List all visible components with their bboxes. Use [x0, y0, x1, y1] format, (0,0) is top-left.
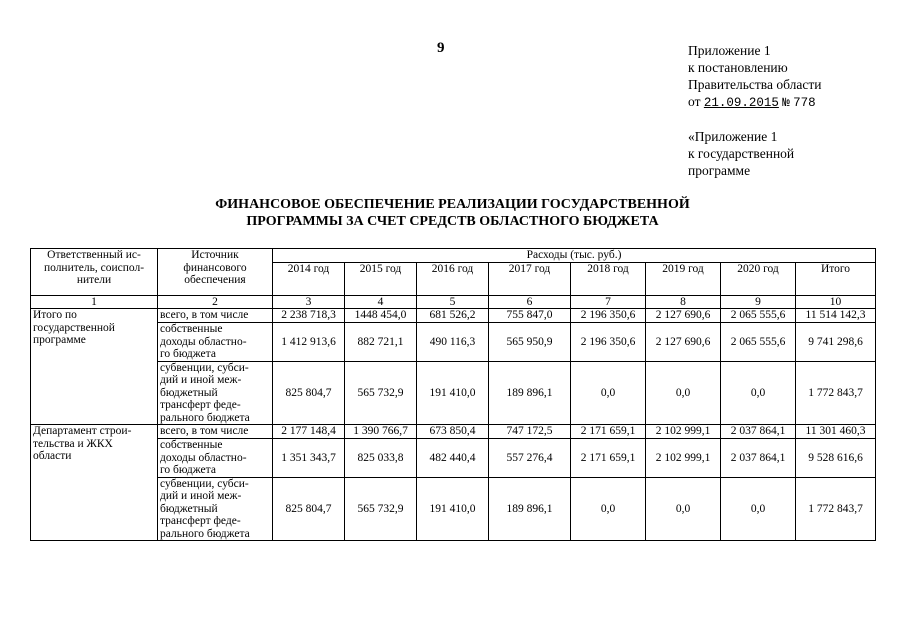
- document-title: [0, 196, 905, 230]
- column-index-row: [31, 295, 876, 309]
- column-index: 3: [273, 295, 345, 309]
- program-annex-line-3: программе: [688, 163, 751, 178]
- header-executor-line: нители: [76, 274, 112, 286]
- value-cell: 1 772 843,7: [796, 361, 876, 425]
- source-line: субвенции, субси-: [160, 361, 249, 374]
- source-line: го бюджета: [160, 464, 216, 476]
- decree-number: 778: [793, 96, 816, 110]
- value-cell: 2 196 350,6: [571, 309, 646, 323]
- value-cell: 825 033,8: [345, 439, 417, 478]
- table-row: [31, 425, 876, 439]
- table-row: [31, 361, 876, 425]
- value-cell: 2 037 864,1: [721, 439, 796, 478]
- table-row: [31, 309, 876, 323]
- source-cell: [158, 477, 273, 541]
- funding-table: [30, 248, 876, 541]
- value-cell: 2 171 659,1: [571, 439, 646, 478]
- value-cell: 11 301 460,3: [796, 425, 876, 439]
- value-cell: 9 528 616,6: [796, 439, 876, 478]
- table-row: [31, 477, 876, 541]
- header-source-line: обеспечения: [184, 274, 246, 286]
- value-cell: 557 276,4: [489, 439, 571, 478]
- source-line: рального бюджета: [160, 411, 250, 424]
- source-line: го бюджета: [160, 348, 216, 360]
- value-cell: 0,0: [571, 361, 646, 425]
- source-line: дий и иной меж-: [160, 374, 242, 386]
- header-year: 2014 год: [273, 262, 345, 295]
- header-year: 2016 год: [417, 262, 489, 295]
- value-cell: 1 412 913,6: [273, 323, 345, 362]
- source-line: дий и иной меж-: [160, 490, 242, 502]
- executor-line: Департамент строи-: [33, 425, 132, 437]
- header-expenses: Расходы (тыс. руб.): [273, 249, 876, 263]
- header-year: 2018 год: [571, 262, 646, 295]
- header-year: 2015 год: [345, 262, 417, 295]
- value-cell: 189 896,1: [489, 361, 571, 425]
- value-cell: 189 896,1: [489, 477, 571, 541]
- source-cell: [158, 361, 273, 425]
- value-cell: 882 721,1: [345, 323, 417, 362]
- header-executor: [31, 249, 158, 296]
- program-annex-block: [688, 128, 794, 179]
- executor-line: тельства и ЖКХ: [33, 437, 113, 450]
- header-source-line: финансового: [183, 261, 247, 274]
- header-total: Итого: [796, 262, 876, 295]
- value-cell: 2 196 350,6: [571, 323, 646, 362]
- annex-line-2: к постановлению: [688, 60, 788, 75]
- column-index: 5: [417, 295, 489, 309]
- source-line: собственные: [160, 323, 223, 335]
- source-cell: [158, 323, 273, 362]
- source-cell: [158, 309, 273, 323]
- decree-reference: [688, 93, 821, 112]
- value-cell: 0,0: [721, 361, 796, 425]
- source-line: трансферт феде-: [160, 399, 241, 411]
- source-line: рального бюджета: [160, 527, 250, 540]
- source-line: всего, в том числе: [160, 309, 249, 321]
- value-cell: 2 171 659,1: [571, 425, 646, 439]
- source-cell: [158, 425, 273, 439]
- value-cell: 755 847,0: [489, 309, 571, 323]
- source-line: доходы областно-: [160, 335, 247, 348]
- page-number: 9: [437, 40, 445, 56]
- source-line: всего, в том числе: [160, 425, 249, 437]
- table-row: [31, 439, 876, 478]
- column-index: 7: [571, 295, 646, 309]
- header-year: 2017 год: [489, 262, 571, 295]
- source-line: бюджетный: [160, 502, 218, 515]
- value-cell: 565 732,9: [345, 477, 417, 541]
- value-cell: 2 065 555,6: [721, 323, 796, 362]
- header-year: 2020 год: [721, 262, 796, 295]
- header-source-line: Источник: [191, 249, 239, 261]
- program-annex-line-1: «Приложение 1: [688, 129, 778, 144]
- header-year: 2019 год: [646, 262, 721, 295]
- value-cell: 0,0: [646, 477, 721, 541]
- annex-line-3: Правительства области: [688, 77, 822, 92]
- value-cell: 2 177 148,4: [273, 425, 345, 439]
- source-cell: [158, 439, 273, 478]
- value-cell: 482 440,4: [417, 439, 489, 478]
- value-cell: 191 410,0: [417, 477, 489, 541]
- decree-date: 21.09.2015: [703, 96, 779, 110]
- column-index: 6: [489, 295, 571, 309]
- executor-line: программе: [33, 334, 86, 346]
- column-index: 8: [646, 295, 721, 309]
- value-cell: 191 410,0: [417, 361, 489, 425]
- value-cell: 2 102 999,1: [646, 439, 721, 478]
- source-line: субвенции, субси-: [160, 477, 249, 490]
- value-cell: 747 172,5: [489, 425, 571, 439]
- value-cell: 1 772 843,7: [796, 477, 876, 541]
- value-cell: 2 037 864,1: [721, 425, 796, 439]
- value-cell: 0,0: [721, 477, 796, 541]
- value-cell: 1 351 343,7: [273, 439, 345, 478]
- table-row: [31, 323, 876, 362]
- value-cell: 2 238 718,3: [273, 309, 345, 323]
- value-cell: 681 526,2: [417, 309, 489, 323]
- header-executor-line: Ответственный ис-: [47, 249, 141, 261]
- value-cell: 2 102 999,1: [646, 425, 721, 439]
- value-cell: 0,0: [571, 477, 646, 541]
- value-cell: 490 116,3: [417, 323, 489, 362]
- source-line: собственные: [160, 439, 223, 451]
- value-cell: 2 127 690,6: [646, 309, 721, 323]
- column-index: 4: [345, 295, 417, 309]
- column-index: 10: [796, 295, 876, 309]
- value-cell: 2 127 690,6: [646, 323, 721, 362]
- source-line: трансферт феде-: [160, 515, 241, 527]
- program-annex-line-2: к государственной: [688, 146, 795, 161]
- value-cell: 0,0: [646, 361, 721, 425]
- value-cell: 825 804,7: [273, 361, 345, 425]
- title-line-2: ПРОГРАММЫ ЗА СЧЕТ СРЕДСТВ ОБЛАСТНОГО БЮДЖЕТА: [246, 214, 659, 229]
- header-executor-line: полнитель, соиспол-: [43, 261, 145, 274]
- value-cell: 9 741 298,6: [796, 323, 876, 362]
- title-line-1: ФИНАНСОВОЕ ОБЕСПЕЧЕНИЕ РЕАЛИЗАЦИИ ГОСУДАРСТВЕННОЙ: [215, 197, 690, 212]
- column-index: 9: [721, 295, 796, 309]
- column-index: 2: [158, 295, 273, 309]
- executor-line: области: [33, 450, 72, 462]
- value-cell: 825 804,7: [273, 477, 345, 541]
- source-line: доходы областно-: [160, 451, 247, 464]
- value-cell: 565 950,9: [489, 323, 571, 362]
- annex-line-1: Приложение 1: [688, 43, 771, 58]
- value-cell: 565 732,9: [345, 361, 417, 425]
- header-source: [158, 249, 273, 296]
- executor-cell: [31, 425, 158, 541]
- executor-line: государственной: [33, 321, 115, 334]
- value-cell: 1 390 766,7: [345, 425, 417, 439]
- executor-line: Итого по: [33, 309, 77, 321]
- value-cell: 11 514 142,3: [796, 309, 876, 323]
- source-line: бюджетный: [160, 386, 218, 399]
- value-cell: 2 065 555,6: [721, 309, 796, 323]
- column-index: 1: [31, 295, 158, 309]
- decree-prefix: от: [688, 94, 701, 109]
- decree-number-sign: №: [782, 96, 790, 110]
- value-cell: 1448 454,0: [345, 309, 417, 323]
- value-cell: 673 850,4: [417, 425, 489, 439]
- executor-cell: [31, 309, 158, 425]
- annex-block: [688, 42, 821, 112]
